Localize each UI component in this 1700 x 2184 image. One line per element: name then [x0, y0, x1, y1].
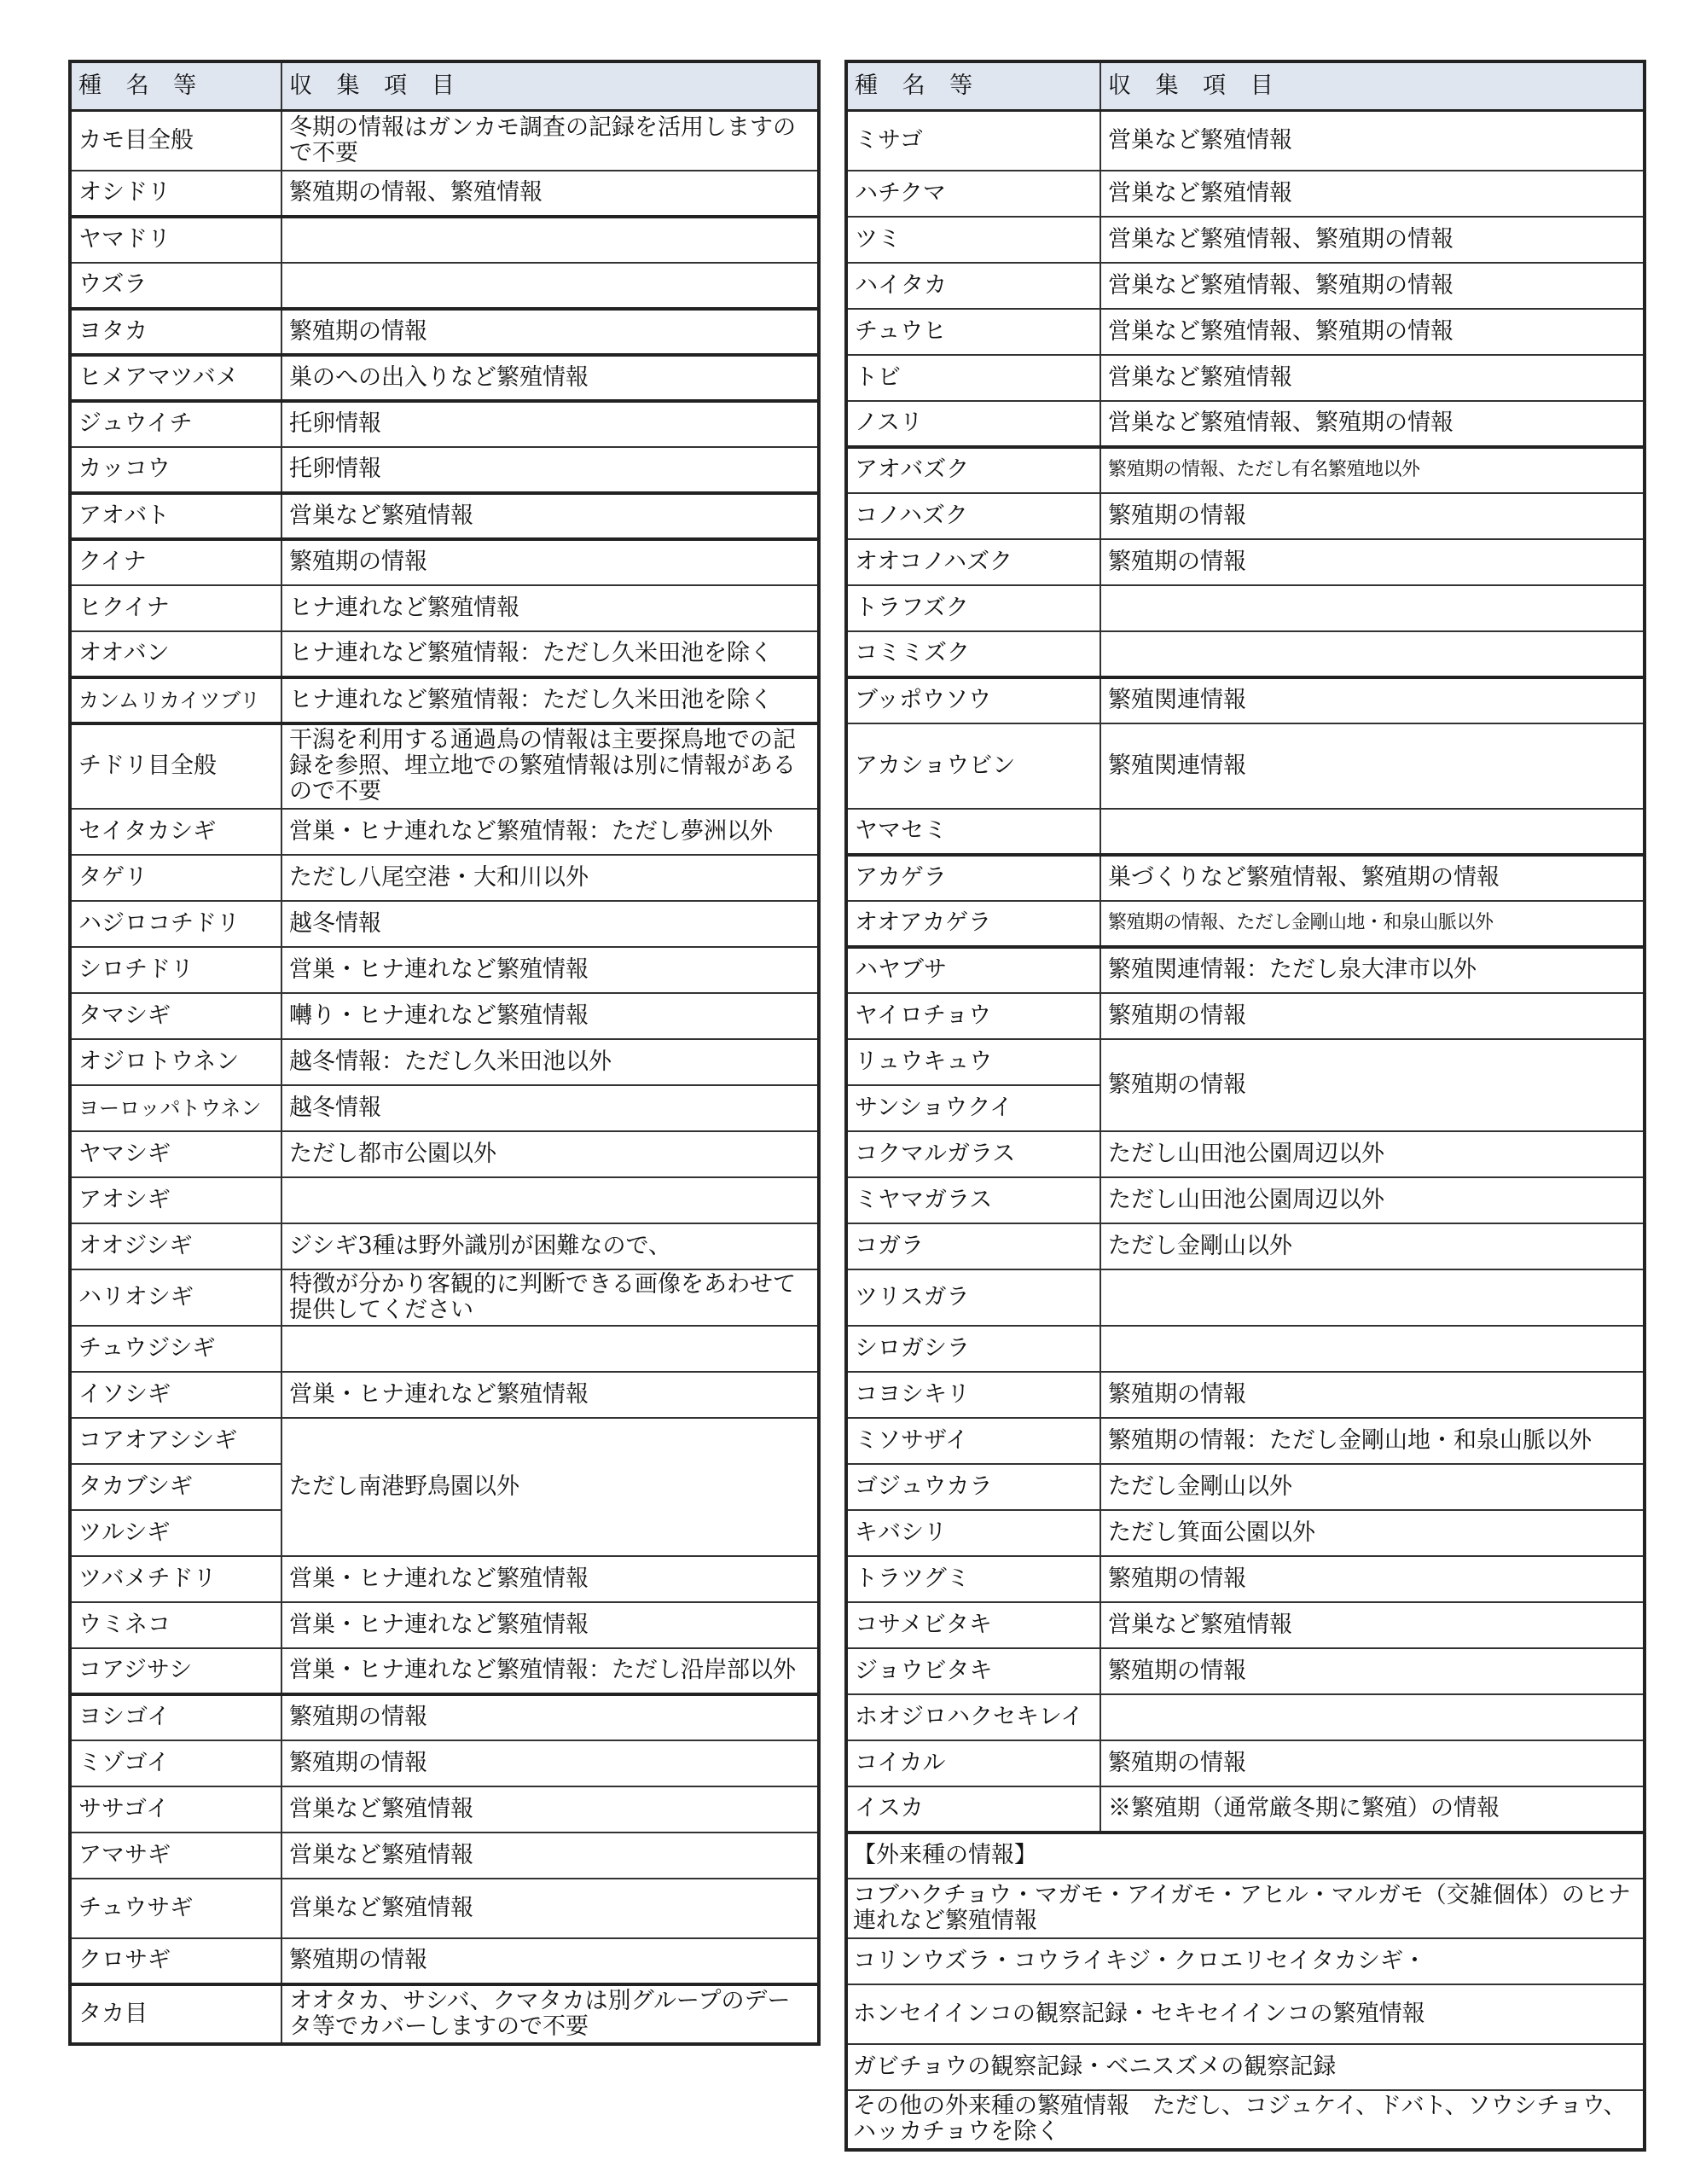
- table-row: [846, 1740, 1645, 1786]
- species-name: アマサギ: [70, 1833, 281, 1879]
- species-name: イソシギ: [70, 1372, 281, 1418]
- table-row: [846, 677, 1645, 723]
- alien-info: コリンウズラ・コウライキジ・クロエリセイタカシギ・: [846, 1938, 1645, 1984]
- species-name: アオシギ: [70, 1177, 281, 1223]
- table-row: [70, 447, 819, 493]
- species-name: ハチクマ: [846, 171, 1100, 217]
- table-row: [70, 631, 819, 677]
- species-name: ヤイロチョウ: [846, 993, 1100, 1039]
- table-row: [70, 1740, 819, 1786]
- collection-items: 越冬情報: [281, 901, 819, 947]
- table-row: [70, 993, 819, 1039]
- species-name: タカブシギ: [70, 1464, 281, 1510]
- collection-items: ただし都市公園以外: [281, 1131, 819, 1177]
- table-row: [70, 1648, 819, 1694]
- species-name: トビ: [846, 355, 1100, 401]
- collection-items: ヒナ連れなど繁殖情報：ただし久米田池を除く: [281, 631, 819, 677]
- collection-items: ヒナ連れなど繁殖情報: [281, 585, 819, 631]
- table-row: [70, 1085, 819, 1131]
- species-name: アオバト: [70, 493, 281, 539]
- collection-items: 営巣など繁殖情報: [281, 1833, 819, 1879]
- species-name: ミヤマガラス: [846, 1177, 1100, 1223]
- collection-items: 営巣・ヒナ連れなど繁殖情報: [281, 1602, 819, 1648]
- table-row: [846, 263, 1645, 309]
- species-name: コサメビタキ: [846, 1602, 1100, 1648]
- species-name: アカゲラ: [846, 855, 1100, 901]
- species-name: オオバン: [70, 631, 281, 677]
- species-name: ハリオシギ: [70, 1269, 281, 1326]
- species-name: キバシリ: [846, 1510, 1100, 1556]
- collection-items: 越冬情報: [281, 1085, 819, 1131]
- table-row: [846, 447, 1645, 493]
- species-name: ツルシギ: [70, 1510, 281, 1556]
- alien-info: ホンセイインコの観察記録・セキセイインコの繁殖情報: [846, 1984, 1645, 2044]
- collection-items: ただし山田池公園周辺以外: [1100, 1177, 1645, 1223]
- species-name: カッコウ: [70, 447, 281, 493]
- collection-items: [281, 1177, 819, 1223]
- collection-items: 繁殖期の情報: [1100, 1372, 1645, 1418]
- collection-items: ただし箕面公園以外: [1100, 1510, 1645, 1556]
- alien-section-title: 【外来種の情報】: [846, 1833, 1645, 1879]
- species-name: タゲリ: [70, 855, 281, 901]
- species-name: ヒクイナ: [70, 585, 281, 631]
- species-name: クイナ: [70, 539, 281, 585]
- table-row: [70, 1879, 819, 1938]
- species-name: チュウヒ: [846, 309, 1100, 355]
- species-name: ヨタカ: [70, 309, 281, 355]
- table-row: [70, 1984, 819, 2044]
- table-row: [70, 809, 819, 855]
- collection-items-merged: 繁殖期の情報: [1100, 1039, 1645, 1131]
- table-row: [846, 723, 1645, 809]
- species-name: アオバズク: [846, 447, 1100, 493]
- species-name: ヤマセミ: [846, 809, 1100, 855]
- alien-row: [846, 2090, 1645, 2150]
- table-row: [846, 355, 1645, 401]
- table-row: [846, 217, 1645, 263]
- table-row: [70, 677, 819, 723]
- collection-items: [281, 1326, 819, 1372]
- collection-items-merged: ただし南港野鳥園以外: [281, 1418, 819, 1556]
- alien-row: [846, 1938, 1645, 1984]
- left-header-items: 収 集 項 目: [281, 61, 819, 111]
- collection-items: ただし八尾空港・大和川以外: [281, 855, 819, 901]
- table-row: [70, 217, 819, 263]
- species-name: ミサゴ: [846, 111, 1100, 171]
- species-name: コガラ: [846, 1223, 1100, 1269]
- table-row: [70, 1131, 819, 1177]
- species-name: アカショウビン: [846, 723, 1100, 809]
- species-name: トラフズク: [846, 585, 1100, 631]
- species-name: ジョウビタキ: [846, 1648, 1100, 1694]
- species-name: イスカ: [846, 1786, 1100, 1833]
- species-name: サンショウクイ: [846, 1085, 1100, 1131]
- species-name: ヤマドリ: [70, 217, 281, 263]
- table-row: [846, 855, 1645, 901]
- species-name: ツミ: [846, 217, 1100, 263]
- table-row: [70, 1833, 819, 1879]
- species-name: ササゴイ: [70, 1786, 281, 1833]
- collection-items: 繁殖期の情報：ただし金剛山地・和泉山脈以外: [1100, 1418, 1645, 1464]
- collection-items: 繁殖関連情報: [1100, 723, 1645, 809]
- table-row: [70, 309, 819, 355]
- alien-info: ガビチョウの観察記録・ベニスズメの観察記録: [846, 2044, 1645, 2090]
- species-name: タカ目: [70, 1984, 281, 2044]
- species-name: コミミズク: [846, 631, 1100, 677]
- species-name: ハヤブサ: [846, 947, 1100, 993]
- collection-items: ヒナ連れなど繁殖情報：ただし久米田池を除く: [281, 677, 819, 723]
- collection-items: [1100, 809, 1645, 855]
- species-name: ヨーロッパトウネン: [70, 1085, 281, 1131]
- table-row: [70, 855, 819, 901]
- table-row: [70, 585, 819, 631]
- right-header-items: 収 集 項 目: [1100, 61, 1645, 111]
- species-name: ツバメチドリ: [70, 1556, 281, 1602]
- collection-items: [1100, 631, 1645, 677]
- collection-items: 囀り・ヒナ連れなど繁殖情報: [281, 993, 819, 1039]
- collection-items: [1100, 1694, 1645, 1740]
- alien-row: [846, 1984, 1645, 2044]
- alien-row: [846, 2044, 1645, 2090]
- collection-items: 托卵情報: [281, 401, 819, 447]
- right-header-species: 種 名 等: [846, 61, 1100, 111]
- alien-info: コブハクチョウ・マガモ・アイガモ・アヒル・マルガモ（交雑個体）のヒナ連れなど繁殖情報: [846, 1879, 1645, 1938]
- table-row: [70, 263, 819, 309]
- collection-items: オオタカ、サシバ、クマタカは別グループのデータ等でカバーしますので不要: [281, 1984, 819, 2044]
- table-row: [846, 1039, 1645, 1085]
- collection-items: 繁殖期の情報: [1100, 1740, 1645, 1786]
- species-name: リュウキュウ: [846, 1039, 1100, 1085]
- collection-items: 繁殖期の情報: [281, 309, 819, 355]
- species-name: コクマルガラス: [846, 1131, 1100, 1177]
- species-name: オジロトウネン: [70, 1039, 281, 1085]
- collection-items: [1100, 1326, 1645, 1372]
- table-row: [70, 1938, 819, 1984]
- collection-items: 越冬情報：ただし久米田池以外: [281, 1039, 819, 1085]
- species-name: コノハズク: [846, 493, 1100, 539]
- collection-items: 繁殖期の情報: [281, 1938, 819, 1984]
- collection-items: 繁殖期の情報: [1100, 993, 1645, 1039]
- species-name: クロサギ: [70, 1938, 281, 1984]
- collection-items: [281, 217, 819, 263]
- table-row: [70, 1177, 819, 1223]
- collection-items: 繁殖期の情報: [1100, 493, 1645, 539]
- left-species-table: [68, 60, 821, 2046]
- table-row: [70, 355, 819, 401]
- collection-items: 繁殖期の情報、繁殖情報: [281, 171, 819, 217]
- collection-items: 営巣など繁殖情報: [1100, 1602, 1645, 1648]
- collection-items: 営巣など繁殖情報: [1100, 355, 1645, 401]
- collection-items: [1100, 1269, 1645, 1326]
- species-name: オオアカゲラ: [846, 901, 1100, 947]
- collection-items: 営巣など繁殖情報: [1100, 171, 1645, 217]
- collection-items: 営巣・ヒナ連れなど繁殖情報: [281, 1372, 819, 1418]
- collection-items: 営巣など繁殖情報、繁殖期の情報: [1100, 401, 1645, 447]
- collection-items: [281, 263, 819, 309]
- table-row: [70, 1694, 819, 1740]
- table-row: [70, 1372, 819, 1418]
- table-row: [70, 539, 819, 585]
- table-row: [70, 1786, 819, 1833]
- left-header-species: 種 名 等: [70, 61, 281, 111]
- species-name: オオコノハズク: [846, 539, 1100, 585]
- table-row: [846, 1510, 1645, 1556]
- collection-items: 干潟を利用する通過鳥の情報は主要探鳥地での記録を参照、埋立地での繁殖情報は別に情報があるので不要: [281, 723, 819, 809]
- species-name: チドリ目全般: [70, 723, 281, 809]
- table-row: [846, 993, 1645, 1039]
- collection-items: 繁殖期の情報、ただし金剛山地・和泉山脈以外: [1100, 901, 1645, 947]
- table-row: [846, 1602, 1645, 1648]
- species-name: ヒメアマツバメ: [70, 355, 281, 401]
- collection-items: ただし金剛山以外: [1100, 1223, 1645, 1269]
- table-row: [70, 111, 819, 171]
- species-name: チュウジシギ: [70, 1326, 281, 1372]
- collection-items: 営巣・ヒナ連れなど繁殖情報: [281, 947, 819, 993]
- right-header-row: [846, 61, 1645, 111]
- collection-items: 繁殖関連情報: [1100, 677, 1645, 723]
- table-row: [846, 947, 1645, 993]
- species-name: ゴジュウカラ: [846, 1464, 1100, 1510]
- collection-items: 繁殖期の情報: [281, 539, 819, 585]
- collection-items: 繁殖期の情報: [281, 1694, 819, 1740]
- table-row: [70, 493, 819, 539]
- alien-section-header-row: [846, 1833, 1645, 1879]
- collection-items: ただし金剛山以外: [1100, 1464, 1645, 1510]
- species-name: ミソサザイ: [846, 1418, 1100, 1464]
- collection-items: 営巣など繁殖情報: [1100, 111, 1645, 171]
- table-row: [70, 1602, 819, 1648]
- collection-items: ただし山田池公園周辺以外: [1100, 1131, 1645, 1177]
- table-row: [846, 1418, 1645, 1464]
- table-row: [846, 1464, 1645, 1510]
- table-row: [846, 1131, 1645, 1177]
- species-name: トラツグミ: [846, 1556, 1100, 1602]
- table-row: [846, 539, 1645, 585]
- collection-items: 営巣など繁殖情報: [281, 1879, 819, 1938]
- table-row: [846, 1556, 1645, 1602]
- table-row: [846, 1786, 1645, 1833]
- collection-items: 営巣など繁殖情報、繁殖期の情報: [1100, 217, 1645, 263]
- table-row: [846, 1269, 1645, 1326]
- table-row: [70, 171, 819, 217]
- collection-items: ※繁殖期（通常厳冬期に繁殖）の情報: [1100, 1786, 1645, 1833]
- species-name: ブッポウソウ: [846, 677, 1100, 723]
- species-name: シロチドリ: [70, 947, 281, 993]
- alien-info: その他の外来種の繁殖情報 ただし、コジュケイ、ドバト、ソウシチョウ、ハッカチョウを除く: [846, 2090, 1645, 2150]
- table-row: [846, 809, 1645, 855]
- collection-items: 繁殖期の情報: [1100, 539, 1645, 585]
- species-name: ウズラ: [70, 263, 281, 309]
- species-name: ハイタカ: [846, 263, 1100, 309]
- table-row: [846, 1177, 1645, 1223]
- table-row: [846, 1372, 1645, 1418]
- species-name: ホオジロハクセキレイ: [846, 1694, 1100, 1740]
- collection-items: 営巣など繁殖情報: [281, 1786, 819, 1833]
- species-name: カモ目全般: [70, 111, 281, 171]
- collection-items: ジシギ3種は野外識別が困難なので、: [281, 1223, 819, 1269]
- species-name: ツリスガラ: [846, 1269, 1100, 1326]
- table-row: [846, 631, 1645, 677]
- table-row: [846, 585, 1645, 631]
- species-name: シロガシラ: [846, 1326, 1100, 1372]
- species-name: コアジサシ: [70, 1648, 281, 1694]
- collection-items: 営巣など繁殖情報: [281, 493, 819, 539]
- collection-items: 営巣・ヒナ連れなど繁殖情報：ただし夢洲以外: [281, 809, 819, 855]
- species-name: ヤマシギ: [70, 1131, 281, 1177]
- species-name: ミゾゴイ: [70, 1740, 281, 1786]
- collection-items: 営巣など繁殖情報、繁殖期の情報: [1100, 309, 1645, 355]
- collection-items: 特徴が分かり客観的に判断できる画像をあわせて提供してください: [281, 1269, 819, 1326]
- alien-row: [846, 1879, 1645, 1938]
- table-row: [70, 723, 819, 809]
- collection-items: 繁殖期の情報: [1100, 1556, 1645, 1602]
- table-row: [70, 947, 819, 993]
- collection-items: 営巣・ヒナ連れなど繁殖情報: [281, 1556, 819, 1602]
- species-name: オオジシギ: [70, 1223, 281, 1269]
- table-row: [846, 493, 1645, 539]
- species-name: セイタカシギ: [70, 809, 281, 855]
- table-row: [846, 901, 1645, 947]
- table-row: [70, 1269, 819, 1326]
- species-name: ヨシゴイ: [70, 1694, 281, 1740]
- table-row: [846, 1326, 1645, 1372]
- table-row: [70, 1556, 819, 1602]
- collection-items: 巣づくりなど繁殖情報、繁殖期の情報: [1100, 855, 1645, 901]
- species-name: ハジロコチドリ: [70, 901, 281, 947]
- table-row: [70, 1326, 819, 1372]
- species-name: コイカル: [846, 1740, 1100, 1786]
- species-name: タマシギ: [70, 993, 281, 1039]
- table-row: [846, 1694, 1645, 1740]
- table-row: [846, 171, 1645, 217]
- table-row: [70, 401, 819, 447]
- species-name: ジュウイチ: [70, 401, 281, 447]
- species-name: ウミネコ: [70, 1602, 281, 1648]
- collection-items: 繁殖期の情報: [1100, 1648, 1645, 1694]
- collection-items: 営巣など繁殖情報、繁殖期の情報: [1100, 263, 1645, 309]
- collection-items: 冬期の情報はガンカモ調査の記録を活用しますので不要: [281, 111, 819, 171]
- table-row: [846, 111, 1645, 171]
- table-row: [70, 901, 819, 947]
- species-name: コアオアシシギ: [70, 1418, 281, 1464]
- species-name: カンムリカイツブリ: [70, 677, 281, 723]
- left-header-row: [70, 61, 819, 111]
- species-name: ノスリ: [846, 401, 1100, 447]
- species-name: コヨシキリ: [846, 1372, 1100, 1418]
- species-name: オシドリ: [70, 171, 281, 217]
- table-row: [70, 1039, 819, 1085]
- table-row: [70, 1418, 819, 1464]
- collection-items: 営巣・ヒナ連れなど繁殖情報：ただし沿岸部以外: [281, 1648, 819, 1694]
- table-row: [846, 401, 1645, 447]
- collection-items: 巣のへの出入りなど繁殖情報: [281, 355, 819, 401]
- collection-items: [1100, 585, 1645, 631]
- table-row: [846, 309, 1645, 355]
- table-row: [846, 1648, 1645, 1694]
- species-name: チュウサギ: [70, 1879, 281, 1938]
- right-species-table: [844, 60, 1646, 2152]
- collection-items: 托卵情報: [281, 447, 819, 493]
- table-row: [846, 1223, 1645, 1269]
- collection-items: 繁殖関連情報：ただし泉大津市以外: [1100, 947, 1645, 993]
- table-row: [70, 1223, 819, 1269]
- collection-items: 繁殖期の情報、ただし有名繁殖地以外: [1100, 447, 1645, 493]
- collection-items: 繁殖期の情報: [281, 1740, 819, 1786]
